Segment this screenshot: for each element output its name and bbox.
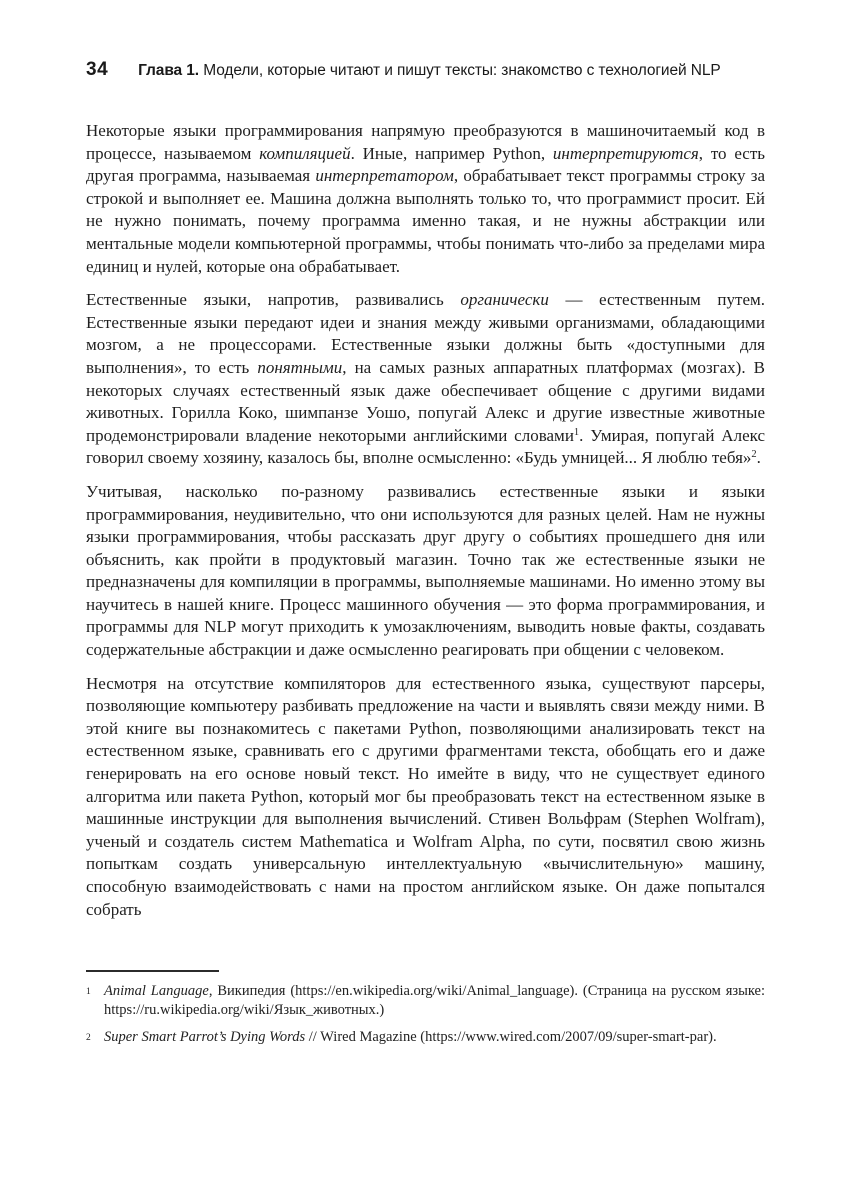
footnote-2 [86,1028,765,1048]
page-header [86,59,765,81]
paragraph-different-purposes: Учитывая, насколько по-разному развивались естественные языки и языки программирования, неудивительно, что они используются для разных целей. Нам не нужны языки программирования, чтобы рассказать друг другу о событиях прошедшего дня или объяснить, как пройти в продуктовый магазин. Точно так же естественные языки не предназначены для компиляции в программы, выполняемые машинами. Но именно этому вы научитесь в нашей книге. Процесс машинного обучения — это форма программирования, и программы для NLP могут приходить к умозаключениям, выводить новые факты, создавать содержательные абстракции и даже осмысленно реагировать при общении с человеком. [86,481,765,660]
footnotes-section [86,970,765,1056]
chapter-label: Глава 1. [138,62,200,79]
running-head [138,62,720,80]
page-body [86,120,765,932]
paragraph-parsers: Несмотря на отсутствие компиляторов для естественного языка, существуют парсеры, позволяющие компьютеру разбивать предложение на части и выявлять связи между ними. В этой книге вы познакомитесь с пакетами Python, позволяющими анализировать текст на естественном языке, сравнивать его с другими фрагментами текста, обобщать его и даже генерировать на его основе новый текст. Но имейте в виду, что не существует единого алгоритма или пакета Python, который мог бы преобразовать текст на естественном языке в машинные инструкции для выполнения вычислений. Стивен Вольфрам (Stephen Wolfram), ученый и создатель систем Mathematica и Wolfram Alpha, по сути, посвятил свою жизнь попыткам создать универсальную интеллектуальную «вычислительную» машину, способную взаимодействовать с нами на простом английском языке. Он даже попытался собрать [86,673,765,919]
footnote-marker-2: 2 [86,1033,91,1043]
footnote-separator [86,970,219,972]
footnote-text-2: Super Smart Parrot’s Dying Words // Wired Magazine (https://www.wired.com/2007/09/super-smart-par). [104,1029,717,1045]
footnote-marker-1: 1 [86,987,91,997]
footnote-1 [86,982,765,1020]
footnote-text-1: Animal Language, Википедия (https://en.wikipedia.org/wiki/Animal_language). (Страница на русском языке: https://ru.wikipedia.org/wiki/Язык_животных.) [104,983,765,1018]
paragraph-compilation: Некоторые языки программирования напрямую преобразуются в машиночитаемый код в процессе, называемом компиляцией. Иные, например Python, интерпретируются, то есть другая программа, называемая интерпретатором, обрабатывает текст программы строку за строкой и выполняет ее. Машина должна выполнять только то, что программист просит. Ей не нужно понимать, почему программа именно такая, и не нужны абстракции или ментальные модели компьютерной программы, чтобы понимать что-либо за пределами мира единиц и нулей, которые она обрабатывает. [86,121,766,276]
paragraph-natural-languages: Естественные языки, напротив, развивались органически — естественным путем. Естественные языки передают идеи и знания между живыми организмами, обладающими мозгом, а не процессорами. Естественные языки должны быть «доступными для выполнения», то есть понятными, на самых разных аппаратных платформах (мозгах). В некоторых случаях естественный язык даже обеспечивает общение с другими видами животных. Горилла Коко, шимпанзе Уошо, попугай Алекс и другие известные животные продемонстрировали владение некоторыми английскими словами$^1$. Умирая, попугай Алекс говорил своему хозяину, казалось бы, вполне осмысленно: «Будь умницей... Я люблю тебя»$^2$. [86,290,765,468]
page-number: 34 [86,59,109,80]
chapter-title: Модели, которые читают и пишут тексты: знакомство с технологией NLP [203,62,721,79]
